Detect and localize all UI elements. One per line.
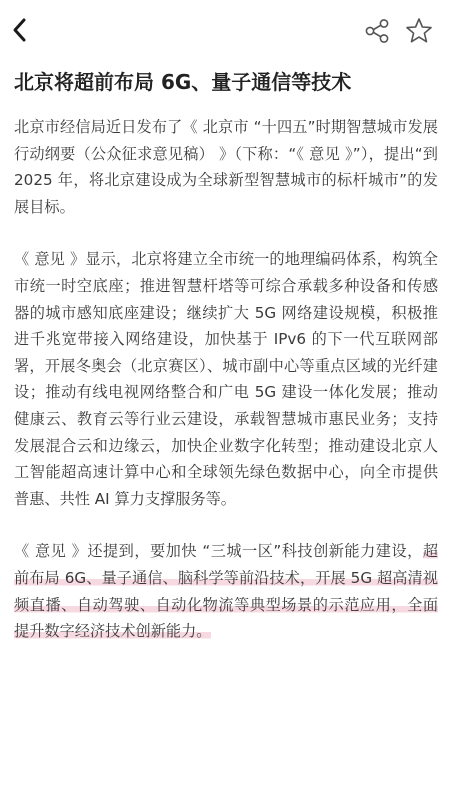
highlighted-text: 超前布局 6G、量子通信、脑科学等前沿技术，开展 5G 超高清视频直播、自动驾驶、自动化物流等典型场景的示范应用，全面提升数字经济技术创新能力。 xyxy=(14,542,438,641)
share-button[interactable] xyxy=(362,16,392,46)
paragraph-text: 《 意见 》还提到，要加快 “三城一区”科技创新能力建设， xyxy=(14,542,423,561)
top-bar xyxy=(0,0,450,62)
article-paragraph-3 xyxy=(14,538,438,644)
article-title: 北京将超前布局 6G、量子通信等技术 xyxy=(14,70,352,94)
back-button[interactable] xyxy=(4,12,36,48)
favorite-button[interactable] xyxy=(403,15,435,47)
paragraph-text: 北京市经信局近日发布了《 北京市 “十四五”时期智慧城市发展行动纲要（公众征求意见稿） 》（下称：“《 意见 》”），提出“到 2025 年，将北京建设成为全球新型智慧城市的标杆城市”的发展目标。 xyxy=(14,118,438,216)
share-icon xyxy=(363,17,391,45)
star-outline-icon xyxy=(404,16,434,46)
article-paragraph-2 xyxy=(14,246,438,512)
article-paragraph-1 xyxy=(14,114,438,220)
article-body xyxy=(14,114,438,645)
chevron-left-icon xyxy=(10,17,30,43)
paragraph-text: 《 意见 》显示，北京将建立全市统一的地理编码体系，构筑全市统一时空底座；推进智慧杆塔等可综合承载多种设备和传感器的城市感知底座建设；继续扩大 5G 网络建设规模，积极推进千兆宽带接入网络建设，加快基于 IPv6 的下一代互联网部署，开展冬奥会（北京赛区）、城市副中心等重点区域的光纤建设；推动有线电视网络整合和广电 5G 建设一体化发展；推动健康云、教育云等行业云建设，承载智慧城市惠民业务；支持发展混合云和边缘云，加快企业数字化转型；推动建设北京人工智能超高速计算中心和全球领先绿色数据中心，向全市提供普惠、共性 AI 算力支撑服务等。 xyxy=(14,250,438,508)
